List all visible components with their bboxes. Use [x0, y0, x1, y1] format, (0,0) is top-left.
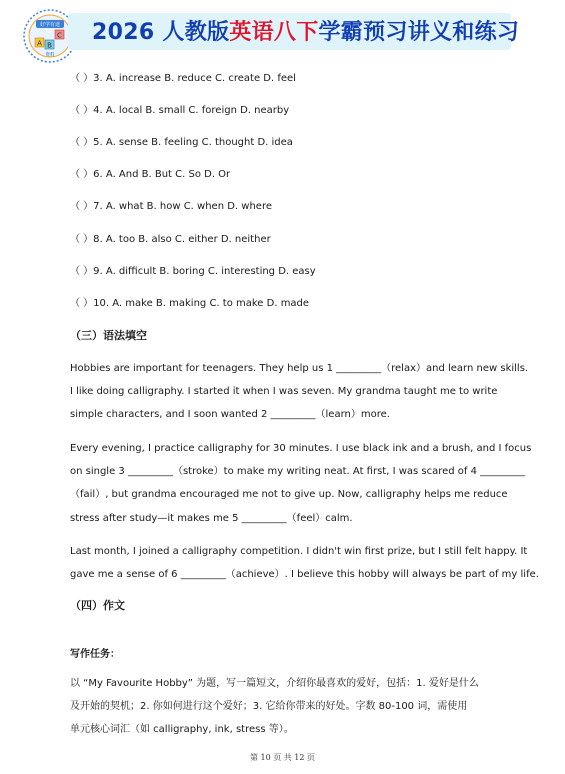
svg-text:B: B — [47, 41, 52, 50]
section-title-grammar: （三）语法填空 — [70, 329, 147, 342]
passage-line: simple characters, and I soon wanted 2 _________（learn）more. — [70, 409, 390, 420]
question-item: （ ）9. A. difficult B. boring C. interesting D. easy — [70, 266, 316, 277]
header-title-subject: 英语八下 — [229, 20, 319, 45]
question-item: （ ）5. A. sense B. feeling C. thought D. idea — [70, 137, 293, 148]
writing-task-title: 写作任务： — [70, 649, 120, 660]
passage-line: Last month, I joined a calligraphy competition. I didn't win first prize, but I still felt happy. It — [70, 546, 528, 557]
page-header — [0, 0, 565, 68]
header-title-year-edition: 2026 人教版 — [92, 20, 230, 45]
passage-line: Every evening, I practice calligraphy for 30 minutes. I use black ink and a brush, and I focus — [70, 443, 532, 454]
svg-text:C: C — [57, 31, 62, 40]
page-number: 第 10 页 共 12 页 — [249, 753, 316, 762]
question-item: （ ）8. A. too B. also C. either D. neither — [70, 234, 271, 245]
svg-text:A: A — [37, 39, 42, 48]
question-item: （ ）6. A. And B. But C. So D. Or — [70, 169, 231, 180]
svg-text:资料: 资料 — [45, 53, 55, 58]
passage-line: stress after study—it makes me 5 _________（feel）calm. — [70, 513, 353, 524]
passage-line: on single 3 _________（stroke）to make my writing neat. At first, I was scared of 4 _________ — [70, 466, 526, 477]
question-item: （ ）10. A. make B. making C. to make D. made — [70, 298, 310, 309]
svg-text:好学有途: 好学有途 — [39, 22, 61, 29]
passage-line: Hobbies are important for teenagers. They help us 1 _________（relax）and learn new skills. — [70, 363, 529, 374]
task-line: 以 “My Favourite Hobby” 为题，写一篇短文，介绍你最喜欢的爱好，包括：1. 爱好是什么 — [70, 678, 479, 689]
question-item: （ ）7. A. what B. how C. when D. where — [70, 201, 272, 212]
question-item: （ ）3. A. increase B. reduce C. create D. feel — [70, 73, 296, 84]
question-item: （ ）4. A. local B. small C. foreign D. nearby — [70, 105, 290, 116]
passage-line: （fail）, but grandma encouraged me not to give up. Now, calligraphy helps me reduce — [70, 489, 508, 500]
task-line: 单元核心词汇（如 calligraphy, ink, stress 等）。 — [70, 724, 294, 735]
passage-line: I like doing calligraphy. I started it when I was seven. My grandma taught me to write — [70, 386, 498, 397]
header-title — [92, 17, 520, 49]
header-title-description: 学霸预习讲义和练习 — [318, 20, 520, 45]
passage-line: gave me a sense of 6 _________（achieve）. I believe this hobby will always be part of my life. — [70, 569, 539, 580]
task-line: 及开始的契机；2. 你如何进行这个爱好；3. 它给你带来的好处。字数 80-100 词，需使用 — [70, 701, 468, 712]
section-title-writing: （四）作文 — [70, 599, 125, 612]
